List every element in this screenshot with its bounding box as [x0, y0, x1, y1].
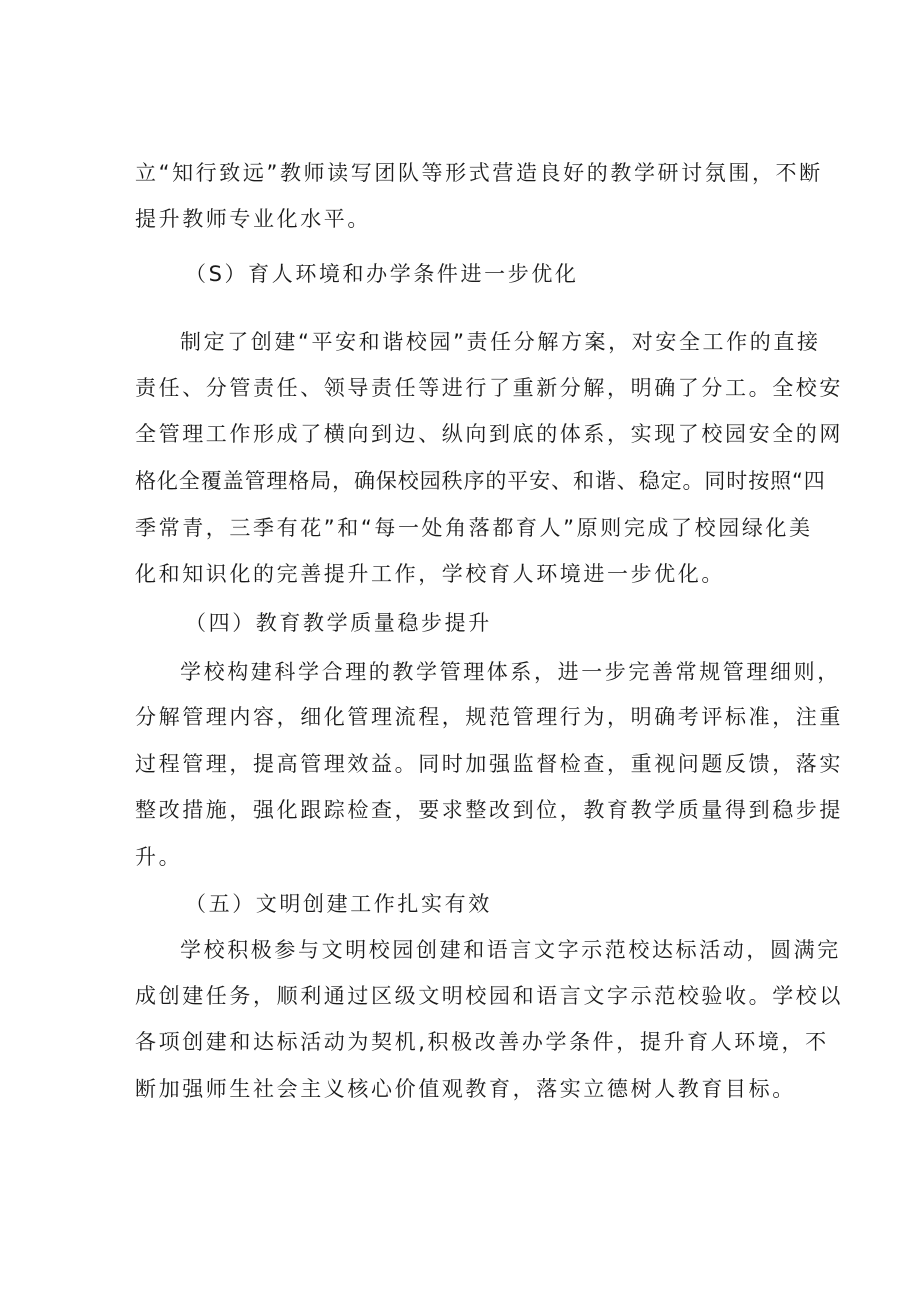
paragraph-4-line-1: 学校积极参与文明校园创建和语言文字示范校达标活动，圆满完 [180, 938, 841, 962]
paragraph-3-line-2: 分解管理内容，细化管理流程，规范管理行为，明确考评标准，注重 [135, 705, 843, 729]
paragraph-2-line-5: 季常青，三季有花”和“每一处角落都育人”原则完成了校园绿化美 [135, 516, 813, 540]
paragraph-4-line-3: 各项创建和达标活动为契机,积极改善办学条件，提升育人环境，不 [135, 1030, 829, 1054]
paragraph-3-line-1: 学校构建科学合理的教学管理体系，进一步完善常规管理细则， [180, 660, 841, 684]
paragraph-3-line-5: 升。 [135, 845, 183, 869]
section-heading-4: （四）教育教学质量稳步提升 [185, 611, 492, 635]
paragraph-1-line-2: 提升教师专业化水平。 [135, 207, 371, 231]
paragraph-4-line-2: 成创建任务，顺利通过区级文明校园和语言文字示范校验收。学校以 [135, 984, 843, 1008]
section-heading-s: （S）育人环境和办学条件进一步优化 [185, 262, 579, 286]
paragraph-3-line-3: 过程管理，提高管理效益。同时加强监督检查，重视问题反馈，落实 [135, 752, 843, 776]
paragraph-2-line-1: 制定了创建“平安和谐校园”责任分解方案，对安全工作的直接 [180, 330, 821, 354]
paragraph-2-line-4: 格化全覆盖管理格局，确保校园秩序的平安、和谐、稳定。同时按照“四 [135, 469, 826, 493]
paragraph-2-line-2: 责任、分管责任、领导责任等进行了重新分解，明确了分工。全校安 [135, 376, 843, 400]
paragraph-2-line-3: 全管理工作形成了横向到边、纵向到底的体系，实现了校园安全的网 [135, 422, 843, 446]
paragraph-2-line-6: 化和知识化的完善提升工作，学校育人环境进一步优化。 [135, 562, 725, 586]
section-heading-5: （五）文明创建工作扎实有效 [185, 892, 492, 916]
paragraph-4-line-4: 断加强师生社会主义核心价值观教育，落实立德树人教育目标。 [135, 1077, 796, 1101]
paragraph-3-line-4: 整改措施，强化跟踪检查，要求整改到位，教育教学质量得到稳步提 [135, 798, 843, 822]
paragraph-1-line-1: 立“知行致远”教师读写团队等形式营造良好的教学研讨氛围，不断 [135, 161, 823, 185]
